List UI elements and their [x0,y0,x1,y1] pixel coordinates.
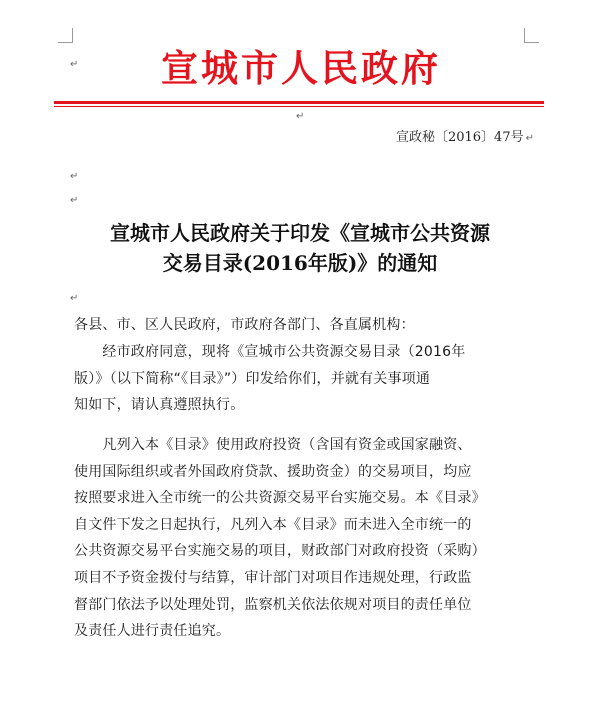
crop-mark-top-right [524,28,539,43]
paragraph-mark: ↵ [296,111,305,122]
notice-title-line: 宣城市人民政府关于印发《宣城市公共资源 [110,221,490,245]
notice-title [60,218,540,278]
red-header-rule-thin [54,106,544,107]
paragraph-line: 经市政府同意，现将《宣城市公共资源交易目录（2016年 [74,344,466,360]
paragraph-line: 督部门依法予以处理处罚，监察机关依法依规对项目的责任单位 [74,596,472,613]
paragraph-1 [74,339,536,419]
paragraph-line: 公共资源交易平台实施交易的项目，财政部门对政府投资（采购） [74,543,486,560]
paragraph-line: 按照要求进入全市统一的公共资源交易平台实施交易。本《目录》 [74,490,486,507]
salutation [74,312,536,339]
paragraph-line: 版）》（以下简称“《目录》”）印发给你们，并就有关事项通 [74,370,431,387]
paragraph-mark: ↵ [525,133,534,144]
paragraph-line: 项目不予资金拨付与结算，审计部门对项目作违规处理，行政监 [74,569,472,586]
issuing-authority-header: 宣城市人民政府 [161,46,441,90]
salutation-line: 各县、市、区人民政府，市政府各部门、各直属机构： [74,317,415,333]
crop-mark-top-left [58,28,73,43]
paragraph-mark: ↵ [70,59,79,70]
paragraph-line: 自文件下发之日起执行，凡列入本《目录》而未进入全市统一的 [74,516,472,533]
paragraph-line: 凡列入本《目录》使用政府投资（含国有资金或国家融资、 [74,437,472,453]
paragraph-line: 知如下，请认真遵照执行。 [74,397,245,414]
red-header-rule-thick [54,101,544,104]
paragraph-mark: ↵ [70,195,79,206]
paragraph-line: 使用国际组织或者外国政府贷款、援助资金）的交易项目，均应 [74,463,472,480]
document-number: 宣政秘〔2016〕47号 ↵ [395,130,534,145]
paragraph-2 [74,432,536,645]
paragraph-mark: ↵ [70,171,79,182]
notice-title-line: 交易目录(2016年版)》的通知 [162,251,438,275]
paragraph-line: 及责任人进行责任追究。 [74,623,231,640]
paragraph-mark: ↵ [70,293,79,304]
